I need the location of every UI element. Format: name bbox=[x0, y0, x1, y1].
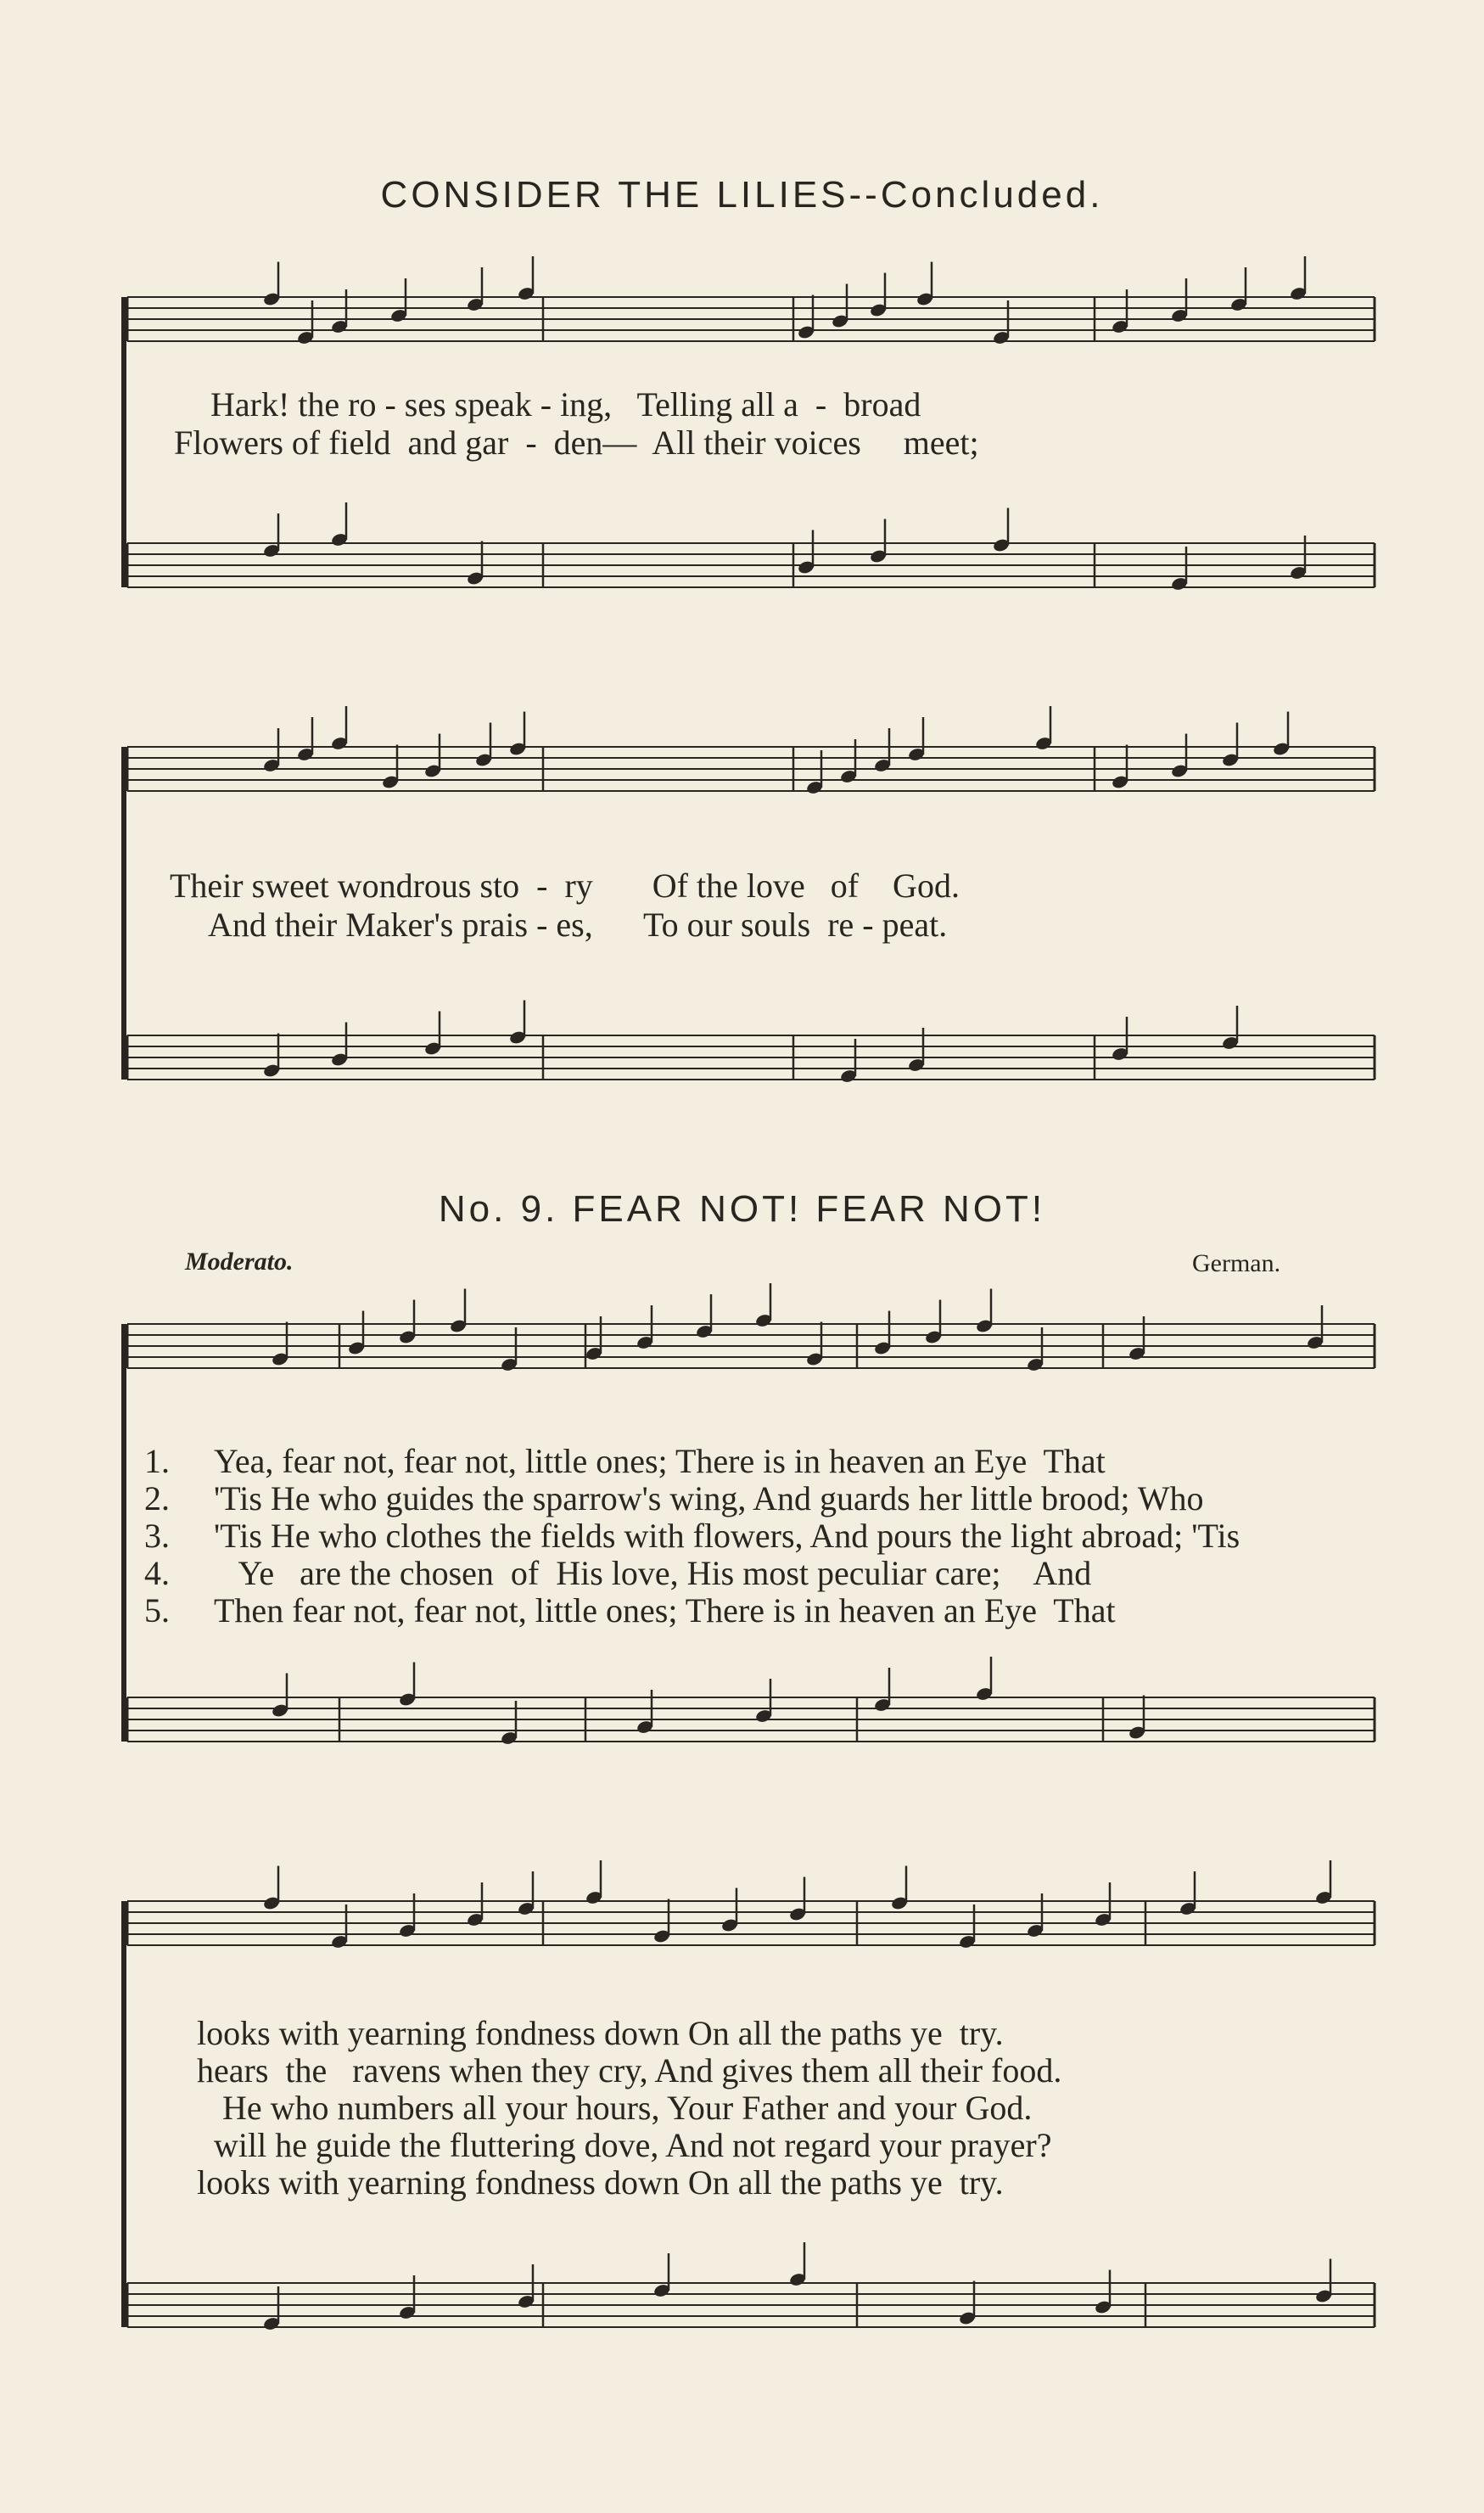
verse-text: 'Tis He who guides the sparrow's wing, And guards her little brood; Who bbox=[214, 1479, 1204, 1517]
verse-text: looks with yearning fondness down On all the paths ye try. bbox=[197, 2163, 1004, 2202]
verse-text: will he guide the fluttering dove, And not regard your prayer? bbox=[197, 2126, 1052, 2164]
composer-attribution: German. bbox=[1192, 1249, 1281, 1277]
verse-text: 'Tis He who clothes the fields with flowers, And pours the light abroad; 'Tis bbox=[214, 1517, 1240, 1555]
lyric-line: And their Maker's prais - es, To our souls re - peat. bbox=[208, 906, 948, 944]
verse-number: 1. bbox=[144, 1442, 170, 1480]
verse-text: He who numbers all your hours, Your Father and your God. bbox=[197, 2089, 1033, 2127]
verse-number: 2. bbox=[144, 1479, 170, 1517]
verse-text: Then fear not, fear not, little ones; There is in heaven an Eye That bbox=[214, 1591, 1116, 1630]
verse-number: 3. bbox=[144, 1517, 170, 1555]
verse-text: Yea, fear not, fear not, little ones; There is in heaven an Eye That bbox=[214, 1442, 1106, 1480]
verse-number: 4. bbox=[144, 1554, 170, 1592]
verse-number: 5. bbox=[144, 1591, 170, 1630]
verse-text: hears the ravens when they cry, And gives them all their food. bbox=[197, 2051, 1062, 2089]
verse-text: looks with yearning fondness down On all the paths ye try. bbox=[197, 2014, 1004, 2052]
song-heading: No. 9. FEAR NOT! FEAR NOT! bbox=[438, 1188, 1046, 1230]
lyric-line: Their sweet wondrous sto - ry Of the love of God. bbox=[170, 867, 960, 905]
verse-text: Ye are the chosen of His love, His most peculiar care; And bbox=[214, 1554, 1092, 1592]
lyric-line: Hark! the ro - ses speak - ing, Telling all a - broad bbox=[210, 385, 921, 424]
lyric-line: Flowers of field and gar - den— All their voices meet; bbox=[174, 424, 979, 462]
tempo-marking: Moderato. bbox=[185, 1248, 294, 1276]
page-title: CONSIDER THE LILIES--Concluded. bbox=[380, 174, 1104, 216]
